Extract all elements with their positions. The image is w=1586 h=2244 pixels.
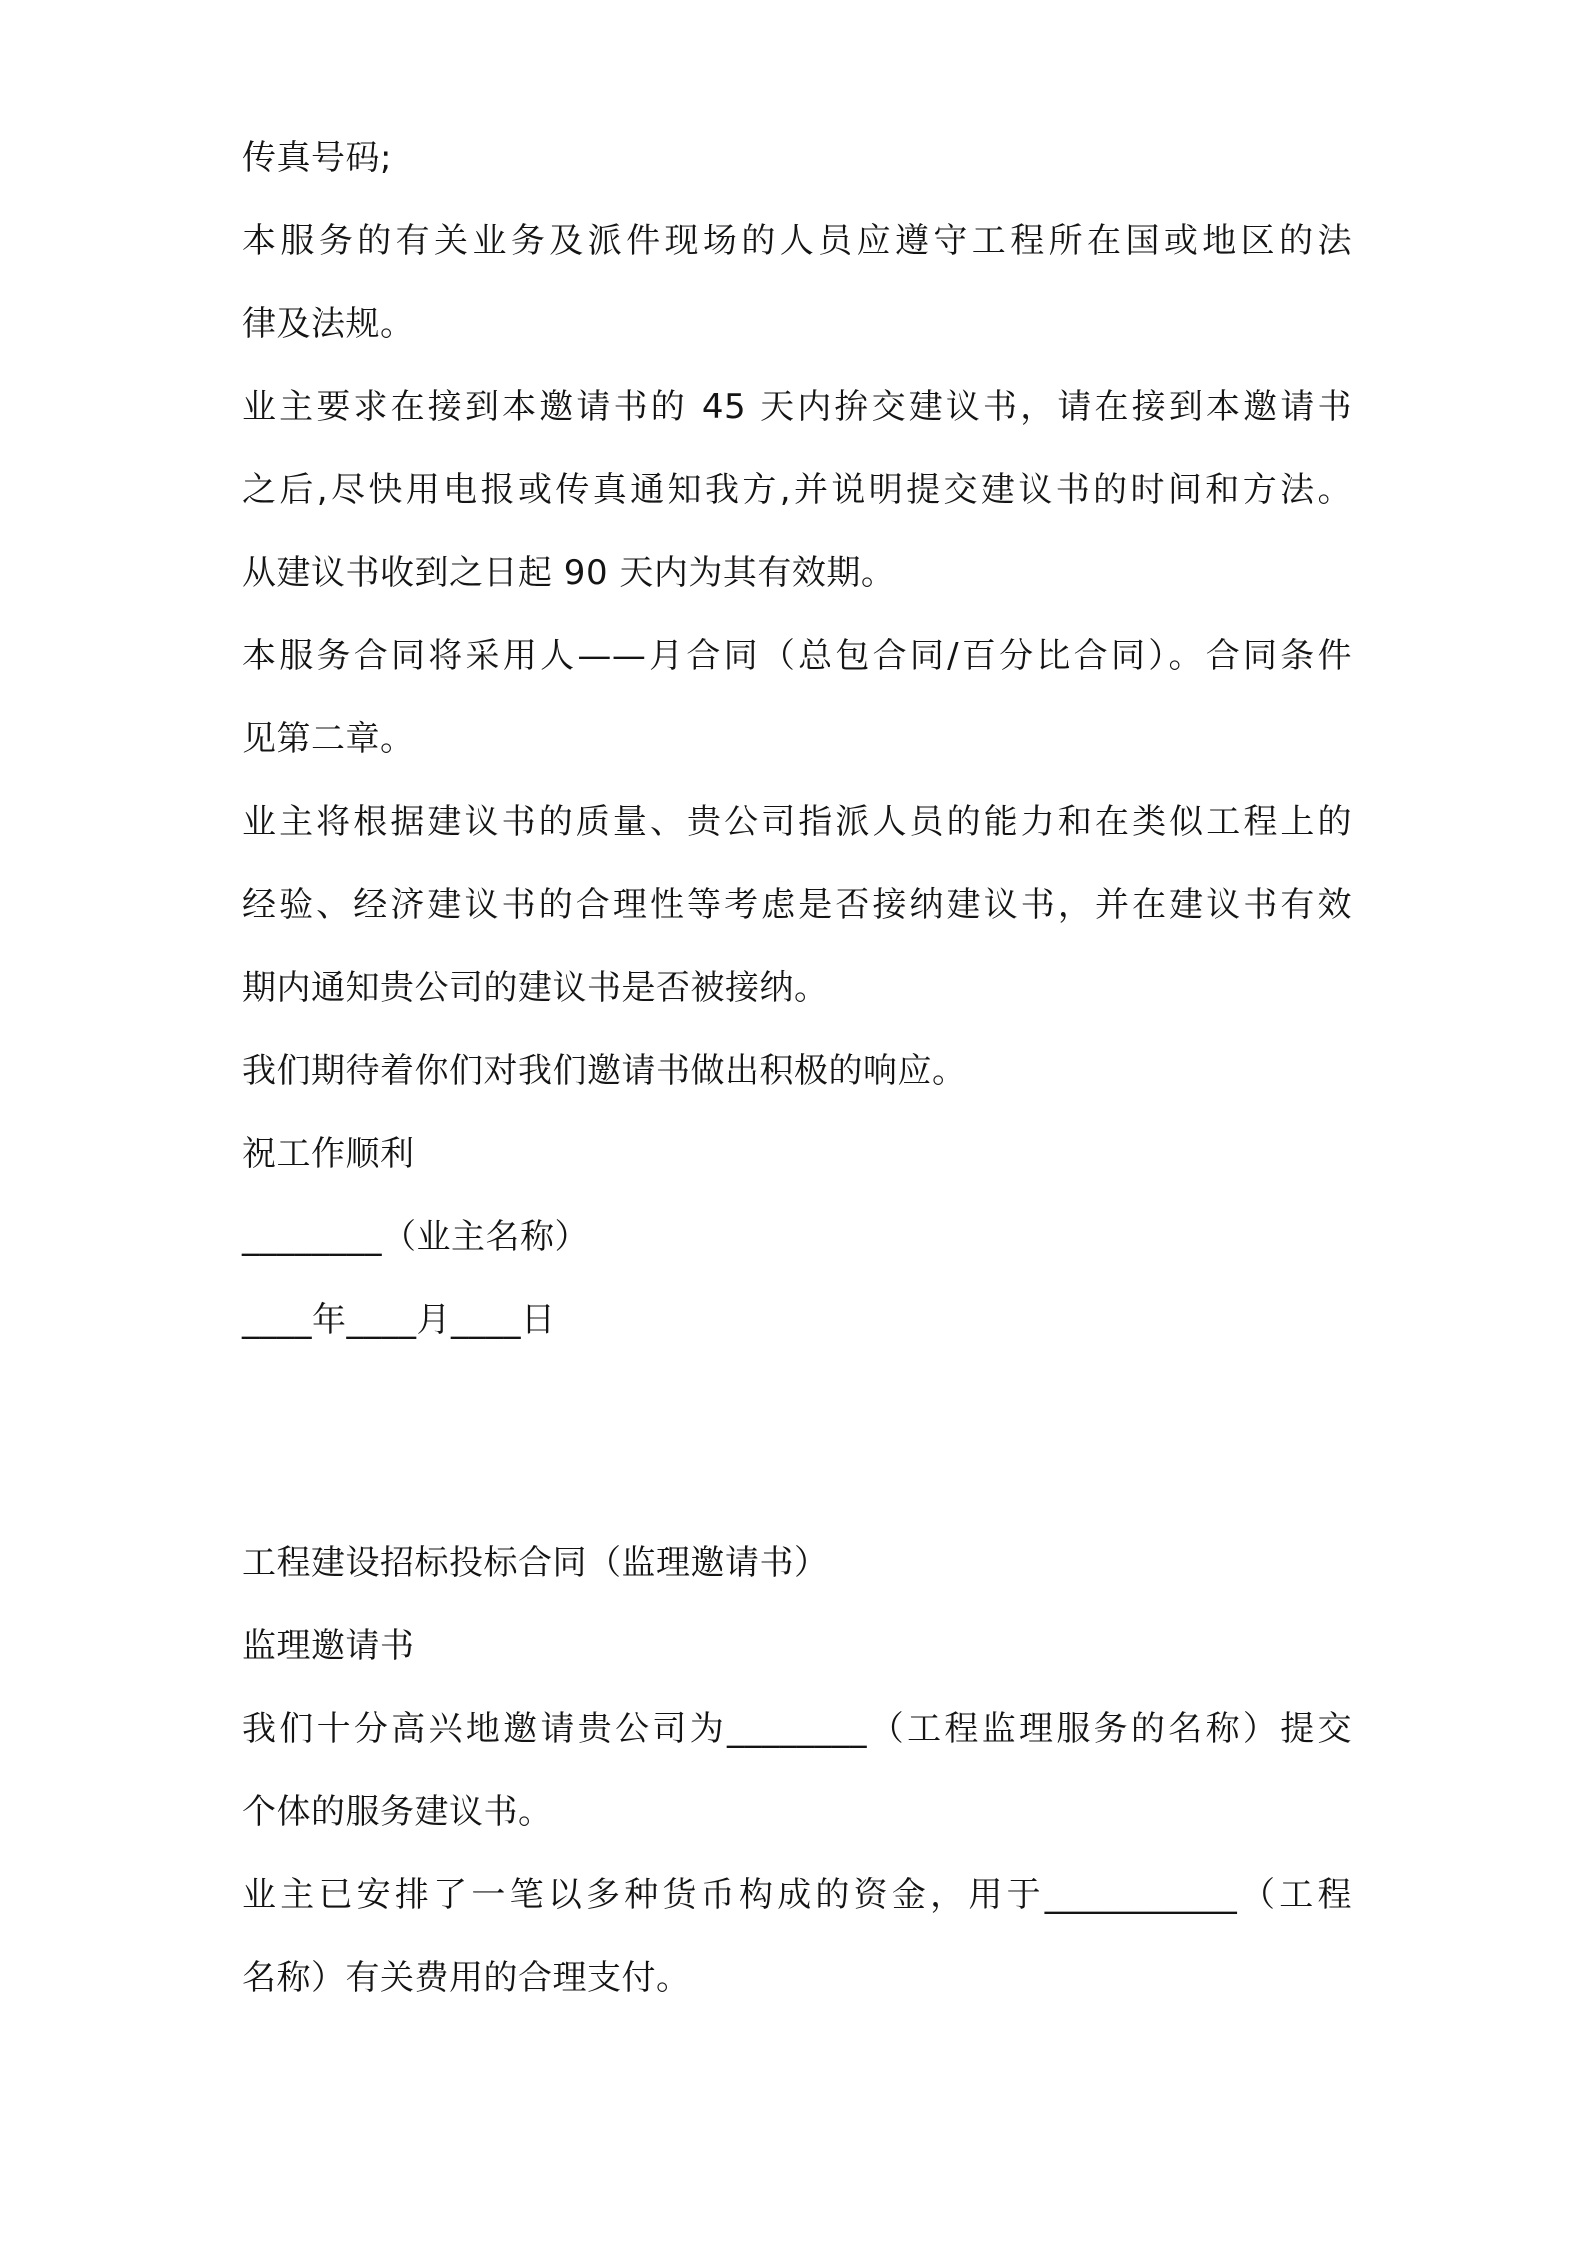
text-line: 传真号码; xyxy=(242,138,392,178)
document-body xyxy=(242,117,1352,1362)
document-section-2 xyxy=(242,1522,1352,2020)
text-line: 从建议书收到之日起 90 天内为其有效期。 xyxy=(242,553,896,593)
text-line: 经验、经济建议书的合理性等考虑是否接纳建议书，并在建议书有效 xyxy=(242,885,1352,925)
text-line: 祝工作顺利 xyxy=(242,1134,415,1174)
text-line: 个体的服务建议书。 xyxy=(242,1792,553,1832)
section-title: 工程建设招标投标合同（监理邀请书） xyxy=(242,1543,829,1583)
text-line: 我们期待着你们对我们邀请书做出积极的响应。 xyxy=(242,1051,967,1091)
text-line: 名称）有关费用的合理支付。 xyxy=(242,1958,691,1998)
text-line: 我们十分高兴地邀请贵公司为________（工程监理服务的名称）提交 xyxy=(242,1709,1352,1749)
text-line: 本服务合同将采用人——月合同（总包合同/百分比合同）。合同条件 xyxy=(242,636,1352,676)
text-line: 律及法规。 xyxy=(242,304,415,344)
date-blank: ____年____月____日 xyxy=(242,1300,556,1340)
text-line: 本服务的有关业务及派件现场的人员应遵守工程所在国或地区的法 xyxy=(242,221,1352,261)
owner-name-blank: ________（业主名称） xyxy=(242,1217,589,1257)
section-subtitle: 监理邀请书 xyxy=(242,1626,415,1666)
text-line: 业主将根据建议书的质量、贵公司指派人员的能力和在类似工程上的 xyxy=(242,802,1352,842)
text-line: 之后,尽快用电报或传真通知我方,并说明提交建议书的时间和方法。 xyxy=(242,470,1352,510)
text-line: 见第二章。 xyxy=(242,719,415,759)
text-line: 业主要求在接到本邀请书的 45 天内拚交建议书，请在接到本邀请书 xyxy=(242,387,1352,427)
text-line: 业主已安排了一笔以多种货币构成的资金，用于___________（工程 xyxy=(242,1875,1352,1915)
text-line: 期内通知贵公司的建议书是否被接纳。 xyxy=(242,968,829,1008)
